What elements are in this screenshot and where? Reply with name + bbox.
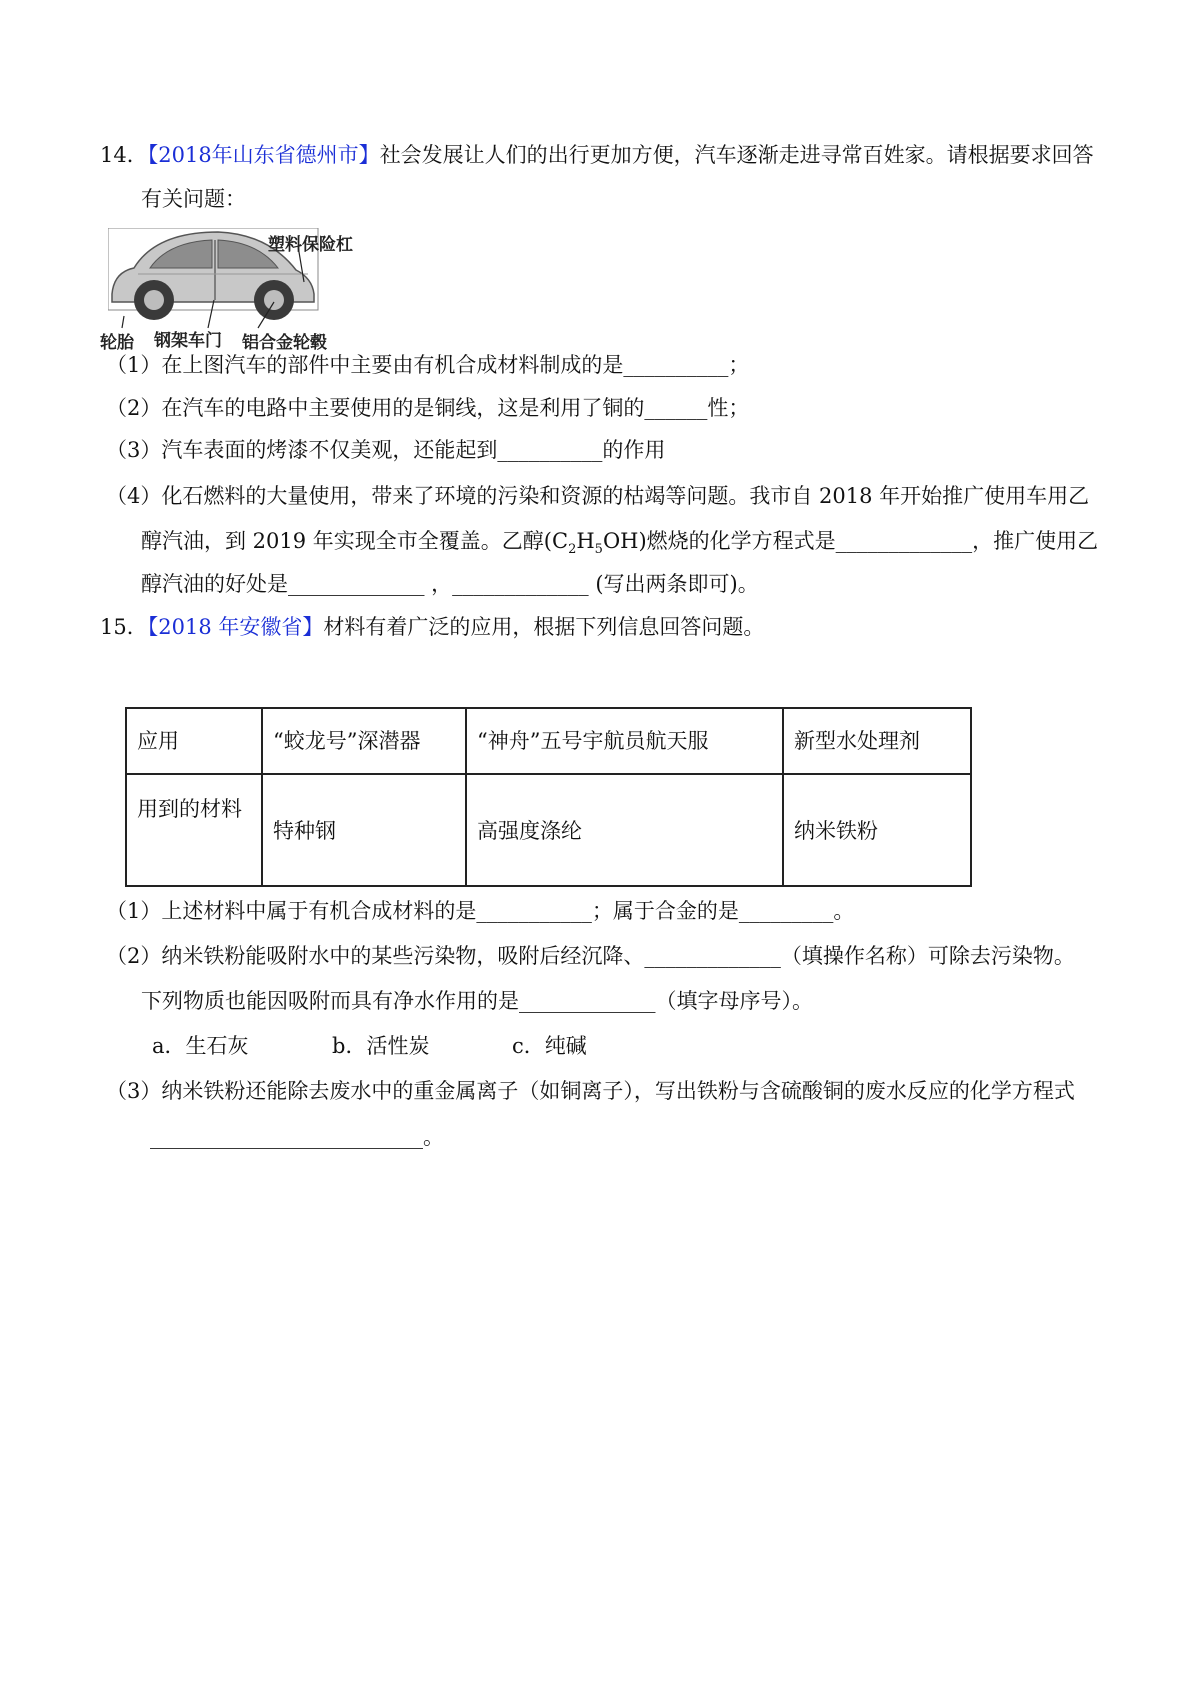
q14-stem-line1 <box>100 140 1094 170</box>
q14-part1: （1）在上图汽车的部件中主要由有机合成材料制成的是__________； <box>106 353 750 377</box>
q15-number: 15． <box>100 615 148 639</box>
q15-part1: （1）上述材料中属于有机合成材料的是___________；属于合金的是_________。 <box>106 899 855 923</box>
q15-stem-text: 材料有着广泛的应用，根据下列信息回答问题。 <box>323 615 765 639</box>
subscript-5: 5 <box>594 542 603 558</box>
car-figure <box>100 228 408 368</box>
q14-part4-line1: （4）化石燃料的大量使用，带来了环境的污染和资源的枯竭等问题。我市自 2018 年开始推广使用车用乙 <box>106 484 1090 508</box>
q14-part3: （3）汽车表面的烤漆不仅美观，还能起到__________的作用 <box>106 438 666 462</box>
q14-part2: （2）在汽车的电路中主要使用的是铜线，这是利用了铜的______性； <box>106 396 750 420</box>
q15-part2-line1: （2）纳米铁粉能吸附水中的某些污染物，吸附后经沉降、_____________（填操作名称）可除去污染物。 <box>106 944 1075 968</box>
table-cell: 应用 <box>126 708 262 774</box>
label-steel-door: 钢架车门 <box>154 331 222 351</box>
table-cell <box>262 774 466 886</box>
q14-source: 【2018年山东省德州市】 <box>147 143 380 167</box>
table-row <box>126 774 971 886</box>
q15-stem <box>100 612 764 642</box>
q15-option-b: b．活性炭 <box>332 1034 430 1058</box>
subscript-2: 2 <box>568 542 577 558</box>
q15-option-c: c．纯碱 <box>512 1034 587 1058</box>
label-plastic-bumper: 塑料保险杠 <box>268 235 353 255</box>
q15-part3-line2: __________________________。 <box>150 1125 444 1149</box>
q14-p4-text-b: H <box>576 529 595 553</box>
table-cell: “蛟龙号”深潜器 <box>262 708 466 774</box>
q14-part4-line3: 醇汽油的好处是_____________ ，_____________ (写出两条即可)。 <box>141 572 759 596</box>
cell-text: 纳米铁粉 <box>794 819 878 843</box>
q14-p4-text-c: OH)燃烧的化学方程式是_____________，推广使用乙 <box>602 529 1099 553</box>
q14-p4-text-a: 醇汽油，到 2019 年实现全市全覆盖。乙醇(C <box>141 529 569 553</box>
table-cell <box>126 774 262 886</box>
q14-number: 14． <box>100 143 148 167</box>
q15-source: 【2018 年安徽省】 <box>147 615 324 639</box>
q14-stem: 社会发展让人们的出行更加方便，汽车逐渐走进寻常百姓家。请根据要求回答 <box>379 143 1094 167</box>
cell-text: 特种钢 <box>273 819 336 843</box>
materials-table <box>125 707 972 887</box>
table-cell: “神舟”五号宇航员航天服 <box>466 708 783 774</box>
cell-text: 用到的材料 <box>137 797 242 821</box>
q14-stem-line2: 有关问题： <box>141 187 246 211</box>
q15-part3-line1: （3）纳米铁粉还能除去废水中的重金属离子（如铜离子），写出铁粉与含硫酸铜的废水反应的化学方程式 <box>106 1079 1075 1103</box>
table-cell: 新型水处理剂 <box>783 708 971 774</box>
cell-text: 高强度涤纶 <box>477 819 582 843</box>
table-cell <box>783 774 971 886</box>
q15-part2-line2: 下列物质也能因吸附而具有净水作用的是_____________（填字母序号）。 <box>141 989 813 1013</box>
table-header-row <box>126 708 971 774</box>
label-aluminum-wheel: 铝合金轮毂 <box>242 333 327 353</box>
table-cell <box>466 774 783 886</box>
q15-option-a: a．生石灰 <box>152 1034 249 1058</box>
label-tire: 轮胎 <box>100 333 134 353</box>
q14-part4-line2 <box>141 526 1098 565</box>
